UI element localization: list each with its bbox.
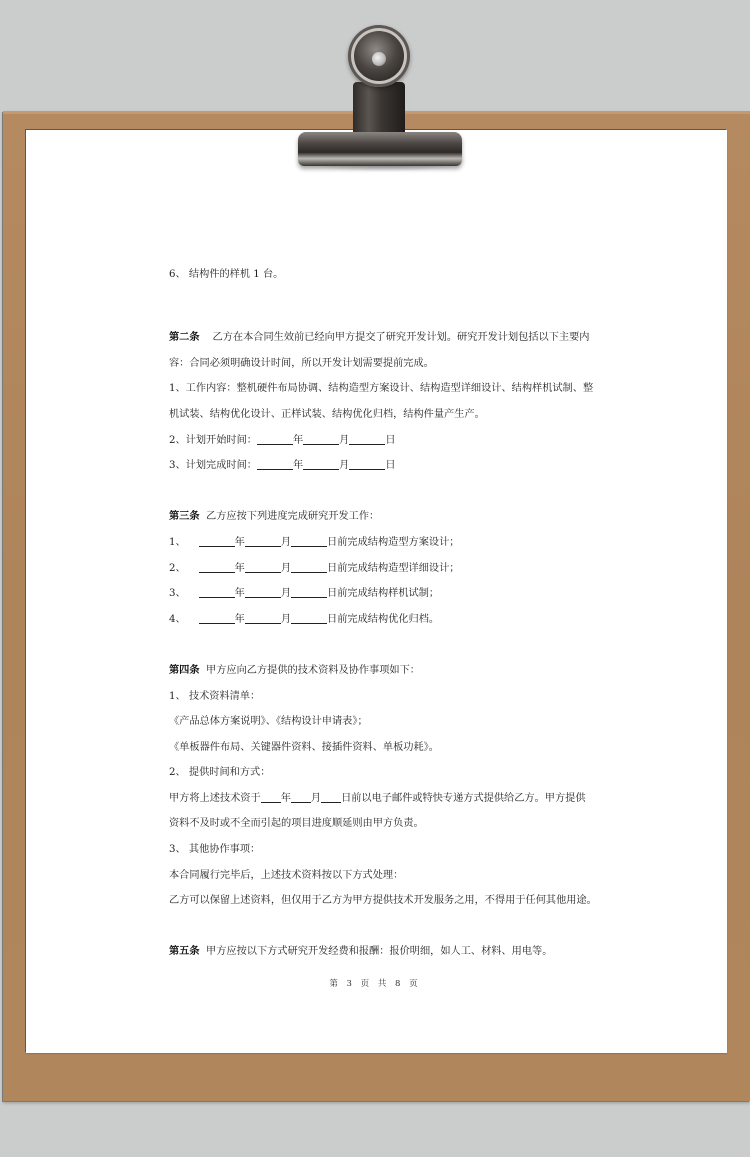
schedule-item-3: 3、 年 月 日前完成结构样机试制；	[169, 581, 599, 607]
article-2-line-2: 容：合同必须明确设计时间，所以开发计划需要提前完成。	[169, 357, 434, 369]
blank-field[interactable]	[303, 432, 339, 445]
article-4-sub-2: 2、 提供时间和方式：	[169, 767, 271, 779]
blank-field[interactable]	[321, 790, 341, 803]
blank-field[interactable]	[291, 790, 311, 803]
article-3-title-line: 第三条 乙方应按下列进度完成研究开发工作：	[169, 510, 380, 523]
blank-field[interactable]	[291, 611, 327, 624]
blank-field[interactable]	[257, 457, 293, 470]
schedule-item-2: 2、 年 月 日前完成结构造型详细设计；	[169, 556, 599, 582]
article-5-line: 第五条 甲方应按以下方式研究开发经费和报酬：报价明细，如人工、材料、用电等。	[169, 945, 553, 958]
article-4-provide-line-2: 资料不及时或不全而引起的项目进度顺延则由甲方负责。	[169, 818, 424, 830]
blank-field[interactable]	[245, 611, 281, 624]
schedule-item-1: 1、 年 月 日前完成结构造型方案设计；	[169, 530, 599, 556]
article-title: 第五条	[169, 945, 200, 958]
article-2-line-1: 第二条 乙方在本合同生效前已经向甲方提交了研究开发计划。研究开发计划包括以下主要内	[169, 331, 590, 344]
blank-field[interactable]	[245, 560, 281, 573]
article-title: 第二条	[169, 331, 200, 344]
binder-clip-base	[298, 132, 462, 166]
blank-field[interactable]	[303, 457, 339, 470]
article-4-sub-3: 3、 其他协作事项：	[169, 844, 261, 856]
blank-field[interactable]	[245, 585, 281, 598]
article-4-other-line-1: 本合同履行完毕后，上述技术资料按以下方式处理：	[169, 869, 404, 881]
blank-field[interactable]	[349, 457, 385, 470]
binder-clip-hole	[372, 52, 386, 66]
article-4-list-1: 《产品总体方案说明》、《结构设计申请表》；	[169, 716, 368, 728]
blank-field[interactable]	[199, 611, 235, 624]
blank-field[interactable]	[257, 432, 293, 445]
plan-end-date: 3、计划完成时间： 年 月 日	[169, 453, 599, 479]
schedule-item-4: 4、 年 月 日前完成结构优化归档。	[169, 607, 599, 633]
blank-field[interactable]	[261, 790, 281, 803]
plan-start-date: 2、计划开始时间： 年 月 日	[169, 428, 599, 454]
article-4-list-2: 《单板器件布局、关键器件资料、接插件资料、单板功耗》。	[169, 741, 439, 753]
article-2-item-1-line-2: 机试装、结构优化设计、正样试装、结构优化归档，结构件量产生产。	[169, 408, 485, 420]
document-body	[169, 262, 599, 965]
blank-field[interactable]	[349, 432, 385, 445]
article-title: 第三条	[169, 510, 200, 523]
article-title: 第四条	[169, 663, 200, 676]
list-item: 6、 结构件的样机 1 台。	[169, 269, 284, 280]
article-4-other-line-2: 乙方可以保留上述资料，但仅用于乙方为甲方提供技术开发服务之用，不得用于任何其他用途。	[169, 895, 597, 907]
blank-field[interactable]	[291, 585, 327, 598]
blank-field[interactable]	[291, 534, 327, 547]
article-4-provide-line-1: 甲方将上述技术资于 年 月 日前以电子邮件或特快专递方式提供给乙方。甲方提供	[169, 786, 599, 812]
article-4-title-line: 第四条 甲方应向乙方提供的技术资料及协作事项如下：	[169, 663, 420, 676]
blank-field[interactable]	[291, 560, 327, 573]
article-2-item-1-line-1: 1、工作内容：整机硬件布局协调、结构造型方案设计、结构造型详细设计、结构样机试制、整	[169, 383, 594, 395]
blank-field[interactable]	[199, 585, 235, 598]
page-number: 第 3 页 共 8 页	[329, 979, 421, 989]
article-4-sub-1: 1、 技术资料清单：	[169, 690, 261, 702]
blank-field[interactable]	[199, 534, 235, 547]
blank-field[interactable]	[199, 560, 235, 573]
blank-field[interactable]	[245, 534, 281, 547]
